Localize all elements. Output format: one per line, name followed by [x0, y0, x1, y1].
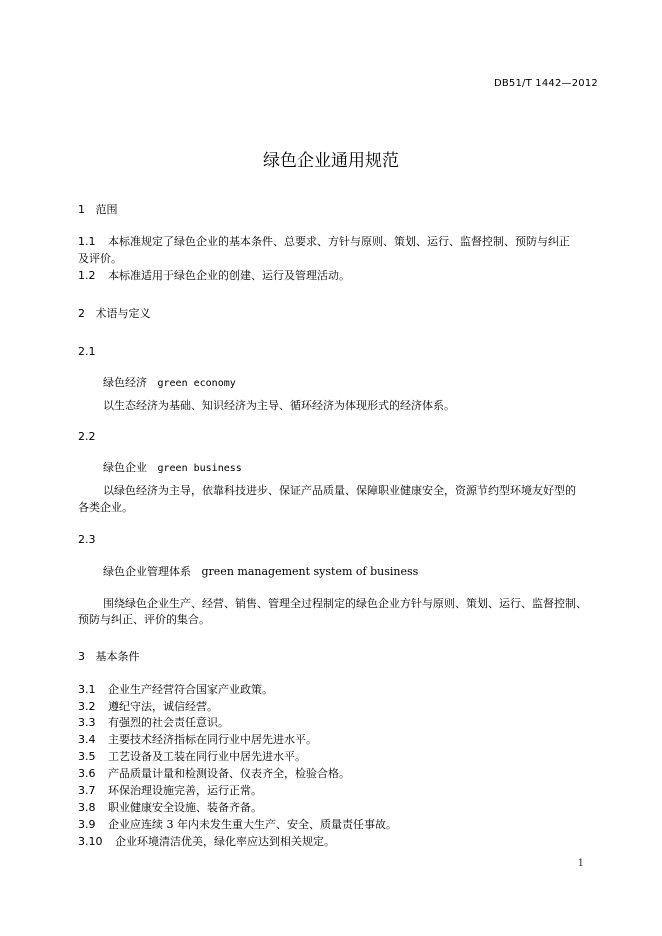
term-2-3: [103, 563, 418, 579]
clause-3-10: [78, 833, 335, 851]
clause-number: 3.8: [78, 801, 96, 814]
clause-number: 3.9: [78, 818, 96, 831]
term-chinese: 绿色企业: [103, 461, 147, 474]
clause-text: 企业环境清洁优美，绿化率应达到相关规定。: [115, 835, 335, 848]
clause-number: 3.4: [78, 733, 96, 746]
clause-text: 本标准适用于绿色企业的创建、运行及管理活动。: [108, 269, 350, 282]
clause-3-9: [78, 816, 397, 834]
clause-number: 3.6: [78, 767, 96, 780]
clause-text: 企业生产经营符合国家产业政策。: [108, 683, 273, 696]
section-title: 基本条件: [95, 650, 140, 663]
section-1-heading: [78, 201, 118, 217]
clause-number: 3.5: [78, 750, 96, 763]
clause-text: 环保治理设施完善，运行正常。: [108, 784, 262, 797]
document-id: DB51/T 1442—2012: [493, 78, 598, 89]
clause-3-8: [78, 799, 262, 817]
term-2-3-number: 2.3: [78, 533, 96, 546]
section-number: 3: [78, 650, 85, 663]
clause-text: 工艺设备及工装在同行业中居先进水平。: [108, 750, 306, 763]
clause-text: 企业应连续 3 年内未发生重大生产、安全、质量责任事故。: [108, 818, 397, 831]
term-2-3-definition-continued: 预防与纠正、评价的集合。: [78, 613, 210, 626]
clause-3-3: [78, 714, 229, 732]
clause-number: 1.2: [78, 269, 96, 282]
clause-3-5: [78, 748, 306, 766]
clause-number: 3.7: [78, 784, 96, 797]
section-2-heading: [78, 305, 151, 321]
term-2-1: [103, 374, 236, 390]
clause-3-7: [78, 782, 262, 800]
term-english: green business: [157, 463, 242, 474]
section-number: 1: [78, 203, 85, 216]
clause-text: 遵纪守法，诚信经营。: [108, 700, 218, 713]
term-english: green economy: [157, 378, 236, 389]
page-title: 绿色企业通用规范: [263, 151, 399, 171]
term-2-1-number: 2.1: [78, 345, 96, 358]
section-title: 术语与定义: [95, 307, 151, 320]
section-number: 2: [78, 307, 85, 320]
term-2-1-definition: 以生态经济为基础、知识经济为主导、循环经济为体现形式的经济体系。: [103, 399, 455, 412]
section-3-heading: [78, 648, 140, 664]
clause-number: 3.2: [78, 700, 96, 713]
clause-text: 主要技术经济指标在同行业中居先进水平。: [108, 733, 317, 746]
term-english: green management system of business: [201, 565, 419, 578]
clause-text: 职业健康安全设施、装备齐备。: [108, 801, 262, 814]
clause-number: 1.1: [78, 235, 96, 248]
term-2-2: [103, 459, 242, 475]
term-chinese: 绿色经济: [103, 376, 147, 389]
term-2-3-definition: 围绕绿色企业生产、经营、销售、管理全过程制定的绿色企业方针与原则、策划、运行、监督控制、: [103, 597, 587, 610]
page-number: 1: [577, 858, 584, 869]
clause-1-1-continued: 及评价。: [78, 252, 122, 265]
term-2-2-number: 2.2: [78, 430, 96, 443]
clause-3-4: [78, 731, 317, 749]
term-2-2-definition: 以绿色经济为主导，依靠科技进步、保证产品质量、保障职业健康安全，资源节约型环境友好型的: [103, 484, 576, 497]
clause-text: 产品质量计量和检测设备、仪表齐全，检验合格。: [108, 767, 350, 780]
clause-number: 3.10: [78, 835, 103, 848]
section-title: 范围: [95, 203, 118, 216]
clause-text: 有强烈的社会责任意识。: [108, 716, 229, 729]
clause-1-2: [78, 267, 350, 285]
clause-3-6: [78, 765, 350, 783]
clause-3-1: [78, 681, 273, 699]
term-chinese: 绿色企业管理体系: [103, 565, 191, 578]
clause-number: 3.1: [78, 683, 96, 696]
term-2-2-definition-continued: 各类企业。: [78, 501, 133, 514]
clause-text: 本标准规定了绿色企业的基本条件、总要求、方针与原则、策划、运行、监督控制、预防与纠正: [108, 235, 570, 248]
clause-1-1: [78, 233, 570, 251]
clause-number: 3.3: [78, 716, 96, 729]
